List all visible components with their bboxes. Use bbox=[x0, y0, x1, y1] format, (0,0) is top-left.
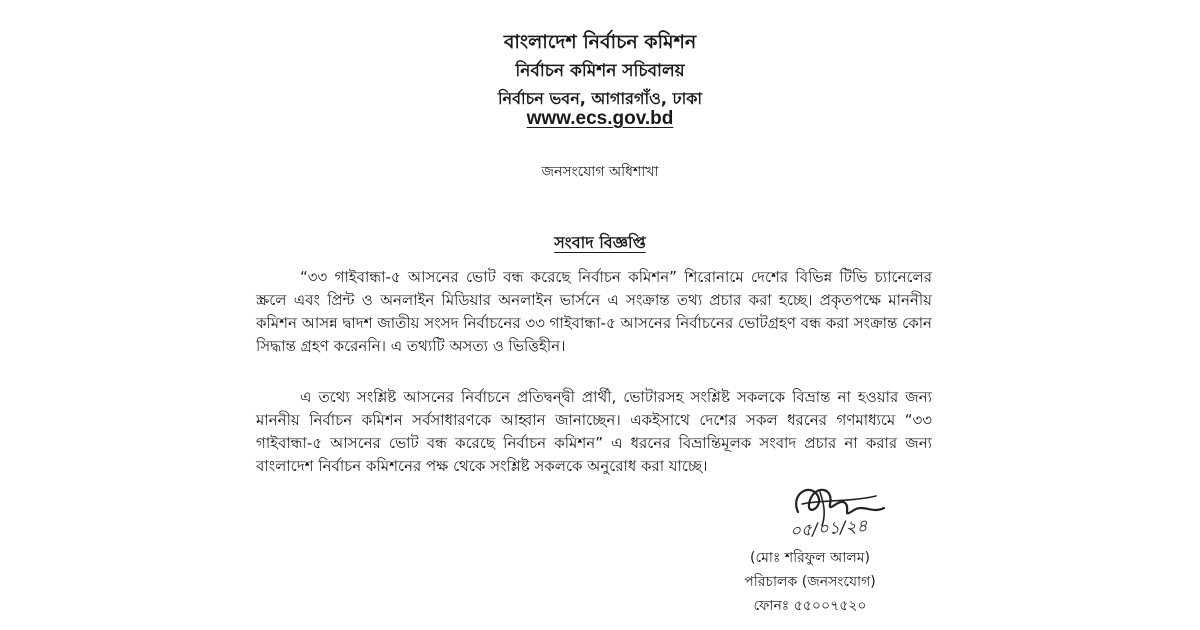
body-paragraph-1: “৩৩ গাইবান্ধা-৫ আসনের ভোট বন্ধ করেছে নির্বাচন কমিশন” শিরোনামে দেশের বিভিন্ন টিভি চ্যানেলের স্ক্রলে এবং প্রিন্ট ও অনলাইন মিডিয়ার অনলাইন ভার্সনে এ সংক্রান্ত তথ্য প্রচার করা হচ্ছে। প্রকৃতপক্ষে মাননীয় কমিশন আসন্ন দ্বাদশ জাতীয় সংসদ নির্বাচনের ৩৩ গাইবান্ধা-৫ আসনের নির্বাচনের ভোটগ্রহণ বন্ধ করা সংক্রান্ত কোন সিদ্ধান্ত গ্রহণ করেননি। এ তথ্যটি অসত্য ও ভিত্তিহীন। bbox=[256, 268, 932, 355]
website-link[interactable]: www.ecs.gov.bd bbox=[526, 108, 674, 129]
signatory-phone: ফোনঃ ৫৫০০৭৫২০ bbox=[753, 598, 867, 614]
website-line bbox=[0, 108, 1200, 130]
signatory-name: (মোঃ শরিফুল আলম) bbox=[750, 550, 870, 566]
handwritten-date: ০৫/০১/২৪ bbox=[789, 516, 869, 542]
body-paragraph-2: এ তথ্যে সংশ্লিষ্ট আসনের নির্বাচনে প্রতিদ্বন্দ্বী প্রার্থী, ভোটারসহ সংশ্লিষ্ট সকলকে বিভ্রান্ত না হওয়ার জন্য মাননীয় নির্বাচন কমিশন সর্বসাধারণকে আহ্বান জানাচ্ছেন। একইসাথে দেশের সকল ধরনের গণমাধ্যমে “৩৩ গাইবান্ধা-৫ আসনের ভোট বন্ধ করেছে নির্বাচন কমিশন” এ ধরনের বিভ্রান্তিমূলক সংবাদ প্রচার না করার জন্য বাংলাদেশ নির্বাচন কমিশনের পক্ষ থেকে সংশ্লিষ্ট সকলকে অনুরোধ করা যাচ্ছে। bbox=[256, 388, 932, 475]
organization-name: বাংলাদেশ নির্বাচন কমিশন bbox=[503, 31, 697, 53]
signatory-designation: পরিচালক (জনসংযোগ) bbox=[744, 574, 876, 590]
document-title-text: সংবাদ বিজ্ঞপ্তি bbox=[554, 233, 646, 252]
office-address: নির্বাচন ভবন, আগারগাঁও, ঢাকা bbox=[497, 89, 703, 108]
secretariat-name: নির্বাচন কমিশন সচিবালয় bbox=[515, 61, 685, 81]
document-title bbox=[0, 230, 1200, 257]
department-name: জনসংযোগ অধিশাখা bbox=[541, 164, 659, 180]
